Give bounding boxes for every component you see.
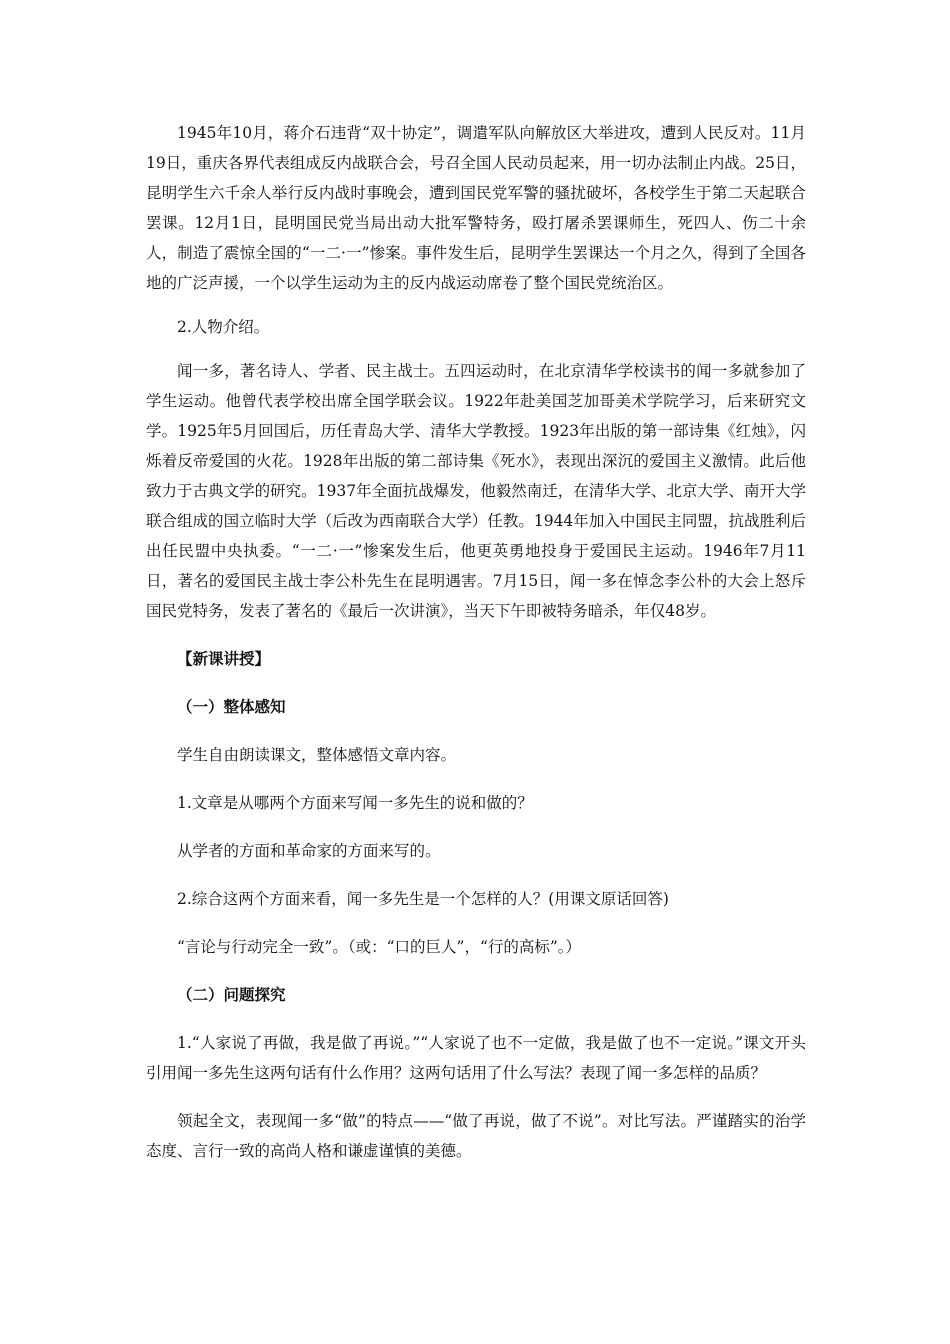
new-lesson-heading: 【新课讲授】 [177, 650, 271, 668]
intro-paragraph: 1945年10月，蒋介石违背“双十协定”，调遣军队向解放区大举进攻，遭到人民反对。11月19日，重庆各界代表组成反内战联合会，号召全国人民动员起来，用一切办法制止内战。25日，昆明学生六千余人举行反内战时事晚会，遭到国民党军警的骚扰破坏，各校学生于第二天起联合罢课。12月1日，昆明国民党当局出动大批军警特务，殴打屠杀罢课师生，死四人、伤二十余人，制造了震惊全国的“一二·一”惨案。事件发生后，昆明学生罢课达一个月之久，得到了全国各地的广泛声援，一个以学生运动为主的反内战运动席卷了整个国民党统治区。 [146, 124, 806, 292]
document-body [146, 118, 806, 1166]
section2-heading: （二）问题探究 [177, 986, 286, 1004]
section1-heading: （一）整体感知 [177, 698, 286, 716]
person-intro-label: 2.人物介绍。 [177, 318, 270, 336]
person-intro-paragraph: 闻一多，著名诗人、学者、民主战士。五四运动时，在北京清华学校读书的闻一多就参加了学生运动。他曾代表学校出席全国学联会议。1922年赴美国芝加哥美术学院学习，后来研究文学。1925年5月回国后，历任青岛大学、清华大学教授。1923年出版的第一部诗集《红烛》，闪烁着反帝爱国的火花。1928年出版的第二部诗集《死水》，表现出深沉的爱国主义激情。此后他致力于古典文学的研究。1937年全面抗战爆发，他毅然南迁，在清华大学、北京大学、南开大学联合组成的国立临时大学（后改为西南联合大学）任教。1944年加入中国民主同盟，抗战胜利后出任民盟中央执委。“一二·一”惨案发生后，他更英勇地投身于爱国民主运动。1946年7月11日，著名的爱国民主战士李公朴先生在昆明遇害。7月15日，闻一多在悼念李公朴的大会上怒斥国民党特务，发表了著名的《最后一次讲演》，当天下午即被特务暗杀，年仅48岁。 [146, 362, 806, 620]
section1-instruction: 学生自由朗读课文，整体感悟文章内容。 [177, 746, 457, 764]
question-1: 1.文章是从哪两个方面来写闻一多先生的说和做的？ [177, 794, 533, 812]
answer-1: 从学者的方面和革命家的方面来写的。 [177, 842, 441, 860]
question-3: 1.“人家说了再做，我是做了再说。”“人家说了也不一定做，我是做了也不一定说。”课文开头引用闻一多先生这两句话有什么作用？这两句话用了什么写法？表现了闻一多怎样的品质？ [146, 1034, 806, 1082]
answer-3: 领起全文，表现闻一多“做”的特点——“做了再说，做了不说”。对比写法。严谨踏实的治学态度、言行一致的高尚人格和谦虚谨慎的美德。 [146, 1112, 806, 1160]
question-2: 2.综合这两个方面来看，闻一多先生是一个怎样的人？(用课文原话回答) [177, 890, 669, 908]
answer-2: “言论与行动完全一致”。（或：“口的巨人”，“行的高标”。） [177, 938, 582, 956]
